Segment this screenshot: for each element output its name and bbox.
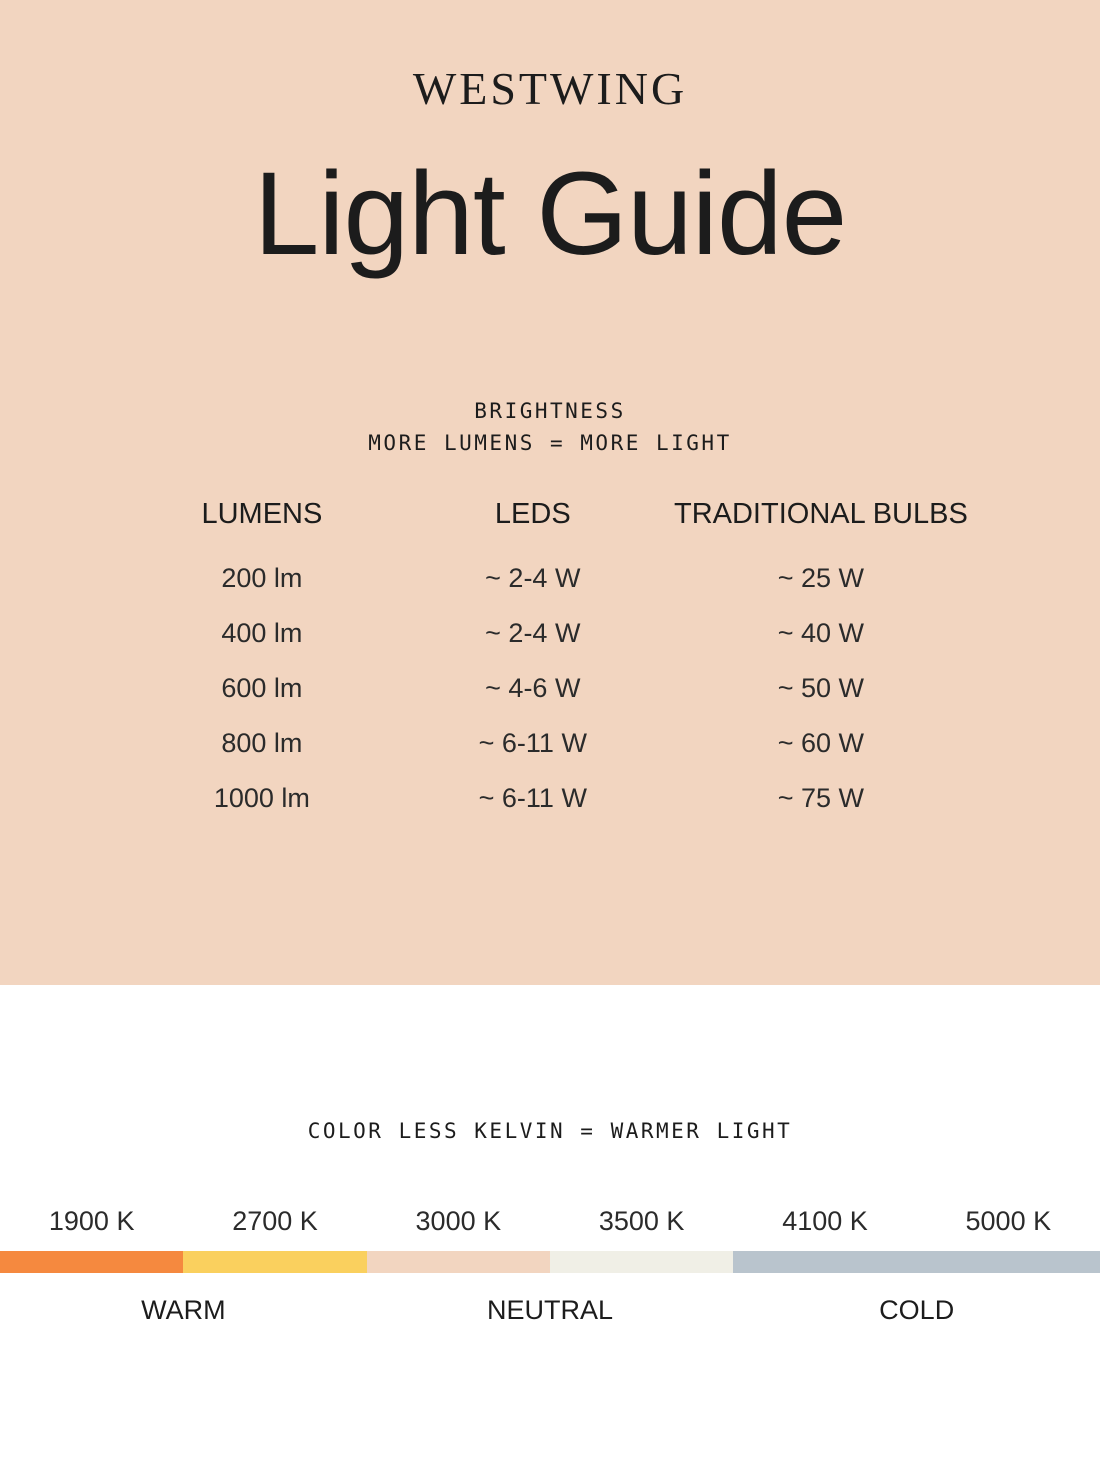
color-swatch bbox=[183, 1251, 366, 1273]
table-row bbox=[120, 661, 980, 716]
kelvin-label: 2700 K bbox=[232, 1205, 318, 1236]
color-range-labels bbox=[0, 1295, 1100, 1326]
cell-leds: ~ 6-11 W bbox=[478, 782, 587, 813]
cell-leds: ~ 4-6 W bbox=[485, 672, 581, 703]
column-header-traditional-bulbs: TRADITIONAL BULBS bbox=[673, 497, 968, 530]
color-panel bbox=[0, 985, 1100, 1467]
cell-traditional: ~ 50 W bbox=[777, 672, 865, 703]
brand-title: WESTWING bbox=[412, 63, 688, 114]
kelvin-label: 3500 K bbox=[598, 1205, 685, 1236]
label-warm: WARM bbox=[141, 1294, 226, 1325]
cell-traditional: ~ 75 W bbox=[777, 782, 865, 813]
cell-lumens: 1000 lm bbox=[213, 782, 310, 813]
color-swatch bbox=[0, 1251, 183, 1273]
table-row bbox=[120, 716, 980, 771]
lumens-table bbox=[120, 498, 980, 826]
cell-lumens: 600 lm bbox=[221, 672, 303, 703]
color-swatch bbox=[550, 1251, 733, 1273]
kelvin-label: 3000 K bbox=[415, 1205, 502, 1236]
lumens-table-wrapper bbox=[120, 498, 980, 826]
kelvin-scale-labels bbox=[0, 1206, 1100, 1237]
color-swatch bbox=[367, 1251, 550, 1273]
brightness-heading: BRIGHTNESS bbox=[474, 398, 626, 423]
color-swatch bbox=[917, 1251, 1100, 1273]
color-swatch bbox=[733, 1251, 916, 1273]
kelvin-label: 4100 K bbox=[782, 1205, 868, 1236]
table-row bbox=[120, 606, 980, 661]
cell-traditional: ~ 60 W bbox=[777, 727, 865, 758]
cell-leds: ~ 2-4 W bbox=[485, 562, 581, 593]
cell-leds: ~ 6-11 W bbox=[478, 727, 587, 758]
kelvin-label: 5000 K bbox=[965, 1205, 1052, 1236]
table-row bbox=[120, 771, 980, 826]
cell-traditional: ~ 40 W bbox=[777, 617, 865, 648]
cell-lumens: 800 lm bbox=[221, 727, 303, 758]
color-subheading: LESS KELVIN = WARMER LIGHT bbox=[398, 1119, 793, 1143]
color-heading: COLOR bbox=[307, 1119, 384, 1143]
cell-lumens: 400 lm bbox=[221, 617, 303, 648]
brightness-subheading: MORE LUMENS = MORE LIGHT bbox=[368, 431, 732, 456]
column-header-lumens: LUMENS bbox=[201, 497, 323, 530]
color-heading-block bbox=[0, 985, 1100, 1148]
label-cold: COLD bbox=[879, 1294, 955, 1325]
column-header-leds: LEDS bbox=[494, 497, 571, 530]
page-title: Light Guide bbox=[253, 148, 847, 280]
label-neutral: NEUTRAL bbox=[486, 1294, 614, 1325]
cell-traditional: ~ 25 W bbox=[777, 562, 865, 593]
table-row bbox=[120, 551, 980, 606]
cell-lumens: 200 lm bbox=[221, 562, 303, 593]
cell-leds: ~ 2-4 W bbox=[485, 617, 581, 648]
brightness-heading-block bbox=[0, 395, 1100, 460]
color-temperature-swatches bbox=[0, 1251, 1100, 1273]
kelvin-label: 1900 K bbox=[48, 1205, 135, 1236]
table-header-row bbox=[120, 498, 980, 551]
